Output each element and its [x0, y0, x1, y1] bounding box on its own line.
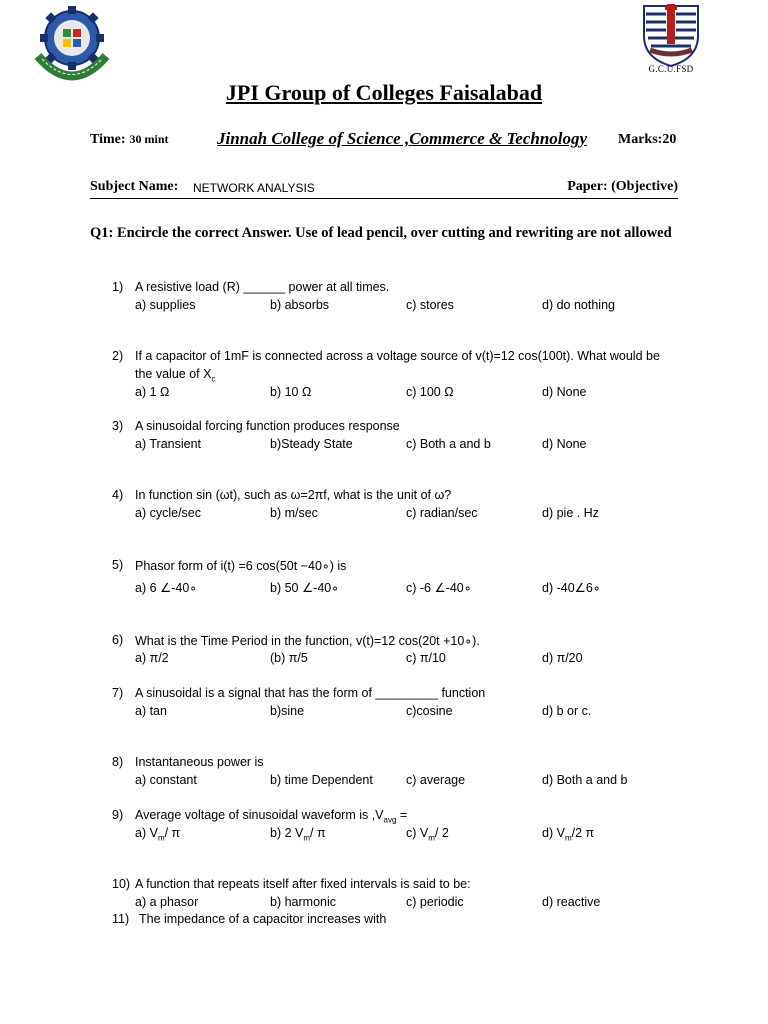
option-c: c) Both a and b [406, 437, 491, 451]
option-a: a) Transient [135, 437, 202, 451]
option-d: d) Both a and b [542, 773, 628, 787]
option-a: a) constant [135, 773, 197, 787]
option-c: c) -6 ∠-40∘ [406, 581, 472, 595]
option-b: b) harmonic [270, 895, 336, 909]
question-number: 11) [112, 912, 130, 926]
question-number: 8) [112, 755, 124, 769]
paper-type: Paper: (Objective) [567, 179, 678, 194]
question-text: A sinusoidal forcing function produces response [135, 419, 400, 433]
option-b: b)sine [270, 704, 305, 718]
option-c: c)cosine [406, 704, 453, 718]
option-c: c) π/10 [406, 651, 446, 665]
gcu-logo-text: G.C.U.FSD [648, 64, 694, 74]
option-b: (b) π/5 [270, 651, 308, 665]
option-c: c) stores [406, 298, 454, 312]
option-a: a) π/2 [135, 651, 169, 665]
option-c: c) $V_m/$ 2 [406, 826, 449, 843]
college-name: Jinnah College of Science ,Commerce & Technology [217, 129, 588, 148]
option-a: a) $V_m/$ π [135, 826, 181, 843]
college-logo-left [30, 4, 114, 86]
option-d: d) None [542, 437, 587, 451]
option-a: a) 6 ∠-40∘ [135, 581, 198, 595]
option-a: a) 1 Ω [135, 385, 170, 399]
question-number: 6) [112, 633, 124, 647]
option-c: c) 100 Ω [406, 385, 454, 399]
option-a: a) supplies [135, 298, 196, 312]
question-text: What is the Time Period in the function, v(t)=12 cos(20t +10∘). [135, 634, 480, 648]
question-text: The impedance of a capacitor increases with [139, 912, 387, 926]
option-c: c) periodic [406, 895, 464, 909]
option-d: d) π/20 [542, 651, 583, 665]
question-text: If a capacitor of 1mF is connected across a voltage source of v(t)=12 cos(100t). What would be [135, 349, 660, 363]
question-number: 9) [112, 808, 124, 822]
option-b: b) time Dependent [270, 773, 373, 787]
question-number: 10) [112, 877, 131, 891]
option-b: b) m/sec [270, 506, 318, 520]
option-d: d) reactive [542, 895, 601, 909]
option-a: a) tan [135, 704, 167, 718]
question-text: Instantaneous power is [135, 755, 264, 769]
question-number: 5) [112, 558, 124, 572]
option-d: d) None [542, 385, 587, 399]
option-d: d) do nothing [542, 298, 615, 312]
option-d: d) -40∠6∘ [542, 581, 601, 595]
question-number: 4) [112, 488, 124, 502]
question-text: A function that repeats itself after fixed intervals is said to be: [135, 877, 471, 891]
option-c: c) average [406, 773, 466, 787]
question-number: 1) [112, 280, 124, 294]
question-text: In function sin (ωt), such as ω=2πf, what is the unit of ω? [135, 488, 452, 502]
option-b: b) 2 $V_m/$ π [270, 826, 326, 843]
marks: Marks:20 [618, 132, 677, 147]
option-d: d) b or c. [542, 704, 592, 718]
question-number: 2) [112, 349, 124, 363]
option-d: d) pie . Hz [542, 506, 599, 520]
option-c: c) radian/sec [406, 506, 478, 520]
subject-label: Subject Name: [90, 179, 179, 194]
question-text-line2: the value of $X_c$ [135, 367, 216, 384]
question-text: A sinusoidal is a signal that has the form of _________ function [135, 686, 486, 700]
time-label: Time: [90, 132, 126, 147]
option-a: a) cycle/sec [135, 506, 201, 520]
instruction: Q1: Encircle the correct Answer. Use of lead pencil, over cutting and rewriting are not allowed [90, 225, 672, 241]
question-text: Average voltage of sinusoidal waveform is $,V_{avg}$ = [135, 808, 408, 825]
page-title: JPI Group of Colleges Faisalabad [225, 80, 543, 105]
option-b: b)Steady State [270, 437, 353, 451]
subject-row [90, 178, 678, 199]
subject-value: NETWORK ANALYSIS [193, 181, 315, 195]
question-number: 7) [112, 686, 124, 700]
time-info [90, 132, 169, 148]
option-d: d) $V_m/2$ π [542, 826, 595, 843]
option-b: b) 10 Ω [270, 385, 312, 399]
time-value: 30 mint [129, 132, 169, 146]
option-b: b) absorbs [270, 298, 330, 312]
question-number: 3) [112, 419, 124, 433]
option-a: a) a phasor [135, 895, 199, 909]
question-text: Phasor form of i(t) =6 cos(50t −40∘) is [135, 559, 347, 573]
option-b: b) 50 ∠-40∘ [270, 581, 340, 595]
question-text: A resistive load (R) ______ power at all times. [135, 280, 390, 294]
